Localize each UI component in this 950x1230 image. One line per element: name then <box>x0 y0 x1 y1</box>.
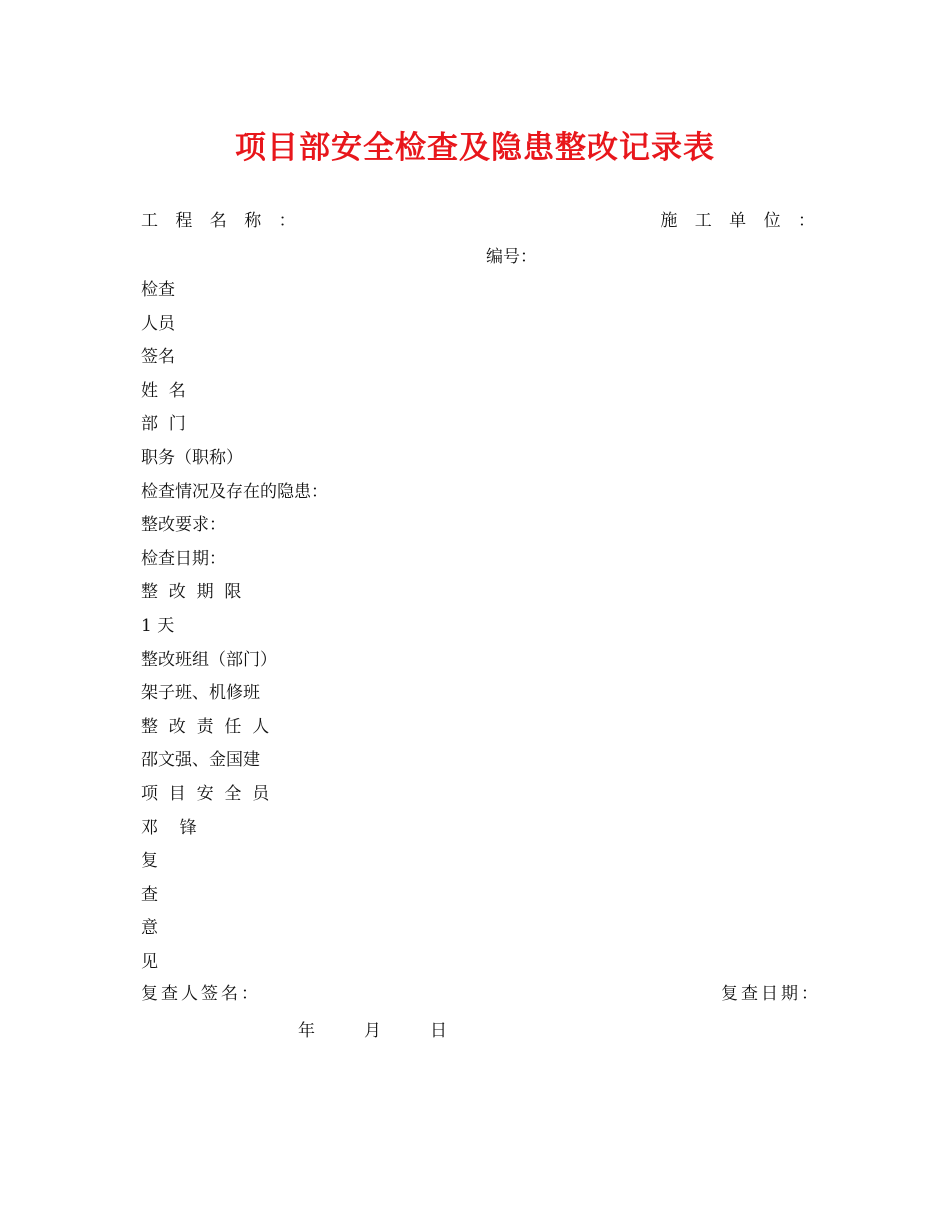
form-line: 人员 <box>141 313 175 334</box>
construction-unit-label: 施 工 单 位 ： <box>660 211 821 231</box>
form-line: 整改班组（部门） <box>141 649 277 670</box>
form-line: 查 <box>141 884 158 905</box>
form-line: 整改要求： <box>141 515 226 536</box>
date-month: 月 <box>364 1021 381 1041</box>
form-line: 检查日期： <box>141 548 226 569</box>
document-title: 项目部安全检查及隐患整改记录表 <box>235 130 715 166</box>
form-line: 1 天 <box>141 615 175 636</box>
review-date-label: 复查日期： <box>721 984 821 1004</box>
date-row <box>0 1019 950 1043</box>
form-line: 项 目 安 全 员 <box>141 783 270 804</box>
form-line: 复 <box>141 851 158 872</box>
form-line: 意 <box>141 918 158 939</box>
form-line: 签名 <box>141 347 175 368</box>
date-year: 年 <box>298 1021 315 1041</box>
form-line: 姓 名 <box>141 380 186 401</box>
form-line: 见 <box>141 951 158 972</box>
form-line: 邵文强、金国建 <box>141 750 260 771</box>
form-line: 检查 <box>141 280 175 300</box>
form-line: 整 改 责 任 人 <box>141 716 270 737</box>
form-line: 检查情况及存在的隐患： <box>141 481 328 502</box>
form-line: 整 改 期 限 <box>141 582 242 603</box>
form-line: 邓 锋 <box>141 817 197 838</box>
form-line: 职务（职称） <box>141 447 243 468</box>
serial-number-label: 编号： <box>486 247 537 267</box>
form-line: 部 门 <box>141 414 186 435</box>
project-name-label: 工 程 名 称 ： <box>141 211 302 231</box>
reviewer-signature-label: 复查人签名： <box>141 984 261 1004</box>
header-row <box>141 209 821 233</box>
review-row <box>141 982 821 1006</box>
form-line: 架子班、机修班 <box>141 683 260 704</box>
form-lines <box>141 278 541 983</box>
date-day: 日 <box>430 1021 447 1041</box>
